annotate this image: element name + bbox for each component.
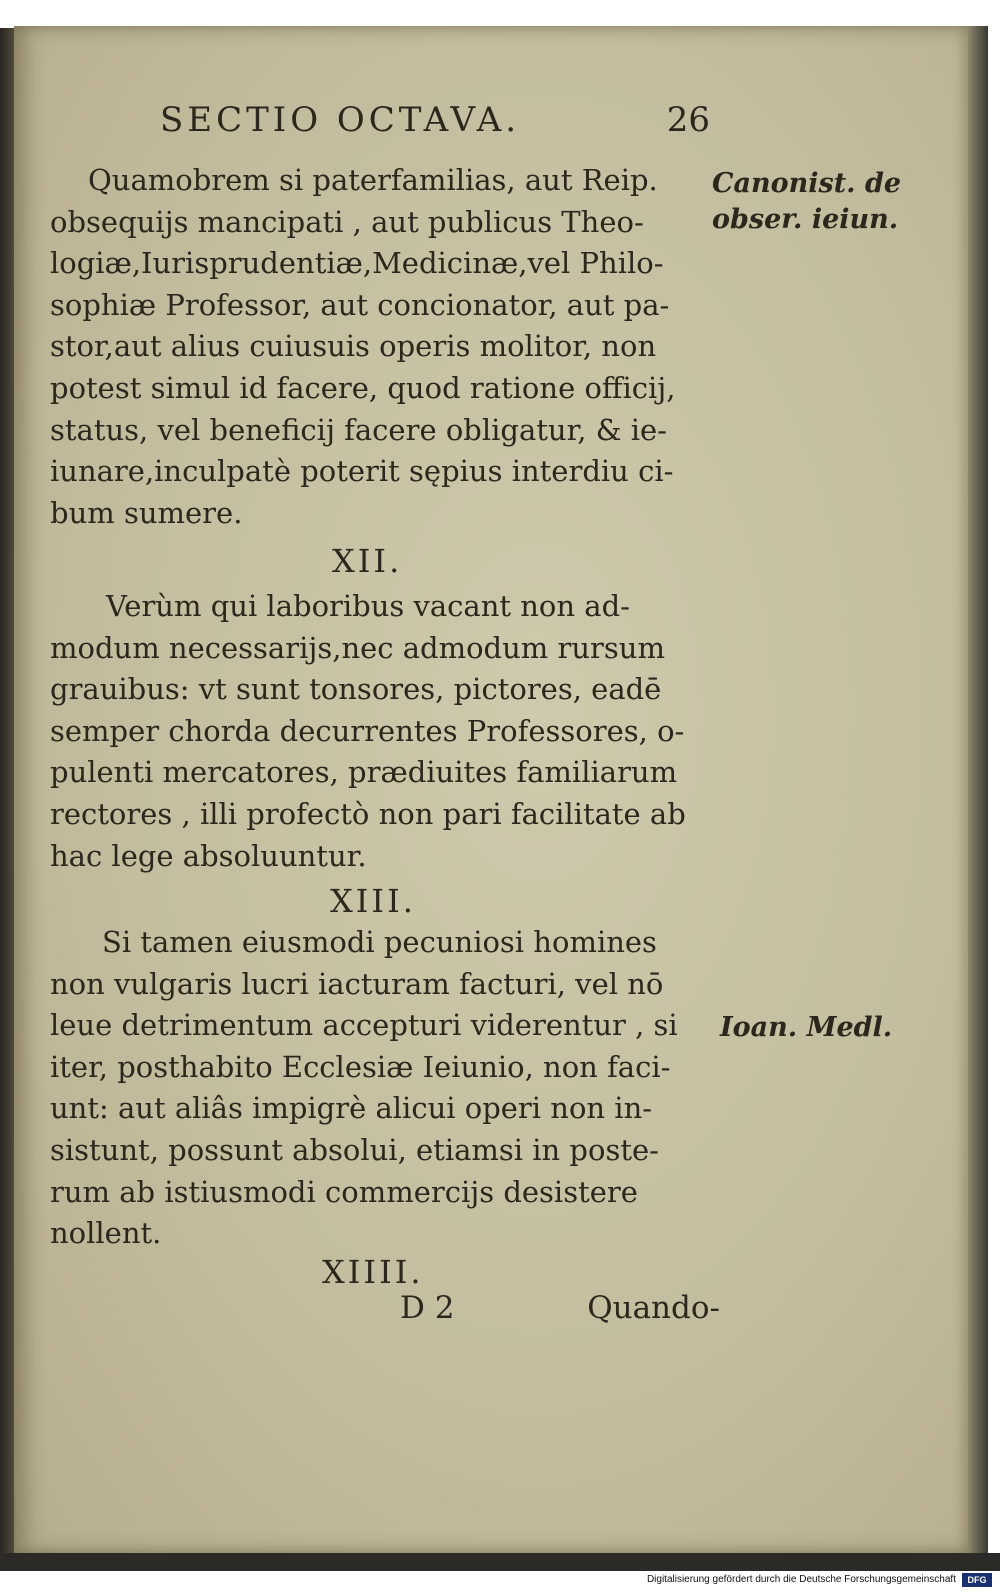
text-line: sophiæ Professor, aut concionator, aut pa- [50, 287, 670, 322]
paragraph-3 [50, 922, 710, 1255]
text-line: pulenti mercatores, prædiuites familiarum [50, 755, 678, 790]
page-number: 26 [666, 100, 710, 140]
text-line: stor,aut alius cuiusuis operis molitor, non [50, 329, 657, 364]
section-numeral-xiiii: XIIII. [322, 1253, 424, 1291]
text-line: nollent. [50, 1216, 162, 1251]
text-line: Si tamen eiusmodi pecuniosi homines [102, 925, 657, 959]
running-head-title: SECTIO OCTAVA. [160, 100, 521, 140]
running-head [160, 100, 720, 150]
marginal-line: Canonist. de [712, 168, 902, 199]
text-line: sistunt, possunt absolui, etiamsi in poste- [50, 1132, 659, 1167]
text-line: semper chorda decurrentes Professores, o- [50, 713, 685, 748]
text-line: status, vel beneficij facere obligatur, & ie- [50, 412, 667, 447]
page-fore-edge [968, 26, 988, 1553]
text-line: rectores , illi profectò non pari facilitate ab [50, 796, 686, 831]
signature-mark: D 2 [400, 1290, 455, 1326]
marginal-note-canonist [712, 166, 901, 238]
paragraph-1 [50, 160, 710, 534]
text-line: rum ab istiusmodi commercijs desistere [50, 1174, 638, 1209]
catchword: Quando- [587, 1290, 720, 1326]
text-line: leue detrimentum accepturi viderentur , si [50, 1008, 678, 1043]
marginal-line: Ioan. Medl. [720, 1012, 893, 1043]
marginal-note-medl [720, 1010, 892, 1046]
text-line: logiæ,Iurisprudentiæ,Medicinæ,vel Philo- [50, 246, 664, 281]
digitization-credit: Digitalisierung gefördert durch die Deutsche Forschungsgemeinschaft [646, 1574, 956, 1585]
text-line: modum necessarijs,nec admodum rursum [50, 630, 665, 665]
section-numeral-xiii: XIII. [330, 882, 416, 920]
text-line: obsequijs mancipati , aut publicus Theo- [50, 204, 644, 239]
dfg-logo: DFG [962, 1573, 992, 1587]
text-line: iter, posthabito Ecclesiæ Ieiunio, non faci- [50, 1049, 671, 1084]
text-line: potest simul id facere, quod ratione officij, [50, 370, 676, 405]
paragraph-2 [50, 586, 710, 877]
section-numeral-xii: XII. [332, 542, 403, 580]
page-footer [400, 1290, 720, 1340]
text-line: Verùm qui laboribus vacant non ad- [106, 589, 630, 623]
scan-bottom-band [0, 1553, 1000, 1571]
text-line: hac lege absoluuntur. [50, 838, 367, 873]
text-line: grauibus: vt sunt tonsores, pictores, eadē [50, 672, 662, 707]
marginal-line: obser. ieiun. [712, 204, 899, 235]
text-line: non vulgaris lucri iacturam facturi, vel nō [50, 966, 664, 1001]
text-line: Quamobrem si paterfamilias, aut Reip. [88, 163, 658, 197]
text-line: bum sumere. [50, 495, 243, 530]
text-line: unt: aut aliâs impigrè alicui operi non in- [50, 1091, 653, 1126]
text-line: iunare,inculpatè poterit sępius interdiu ci- [50, 454, 674, 489]
